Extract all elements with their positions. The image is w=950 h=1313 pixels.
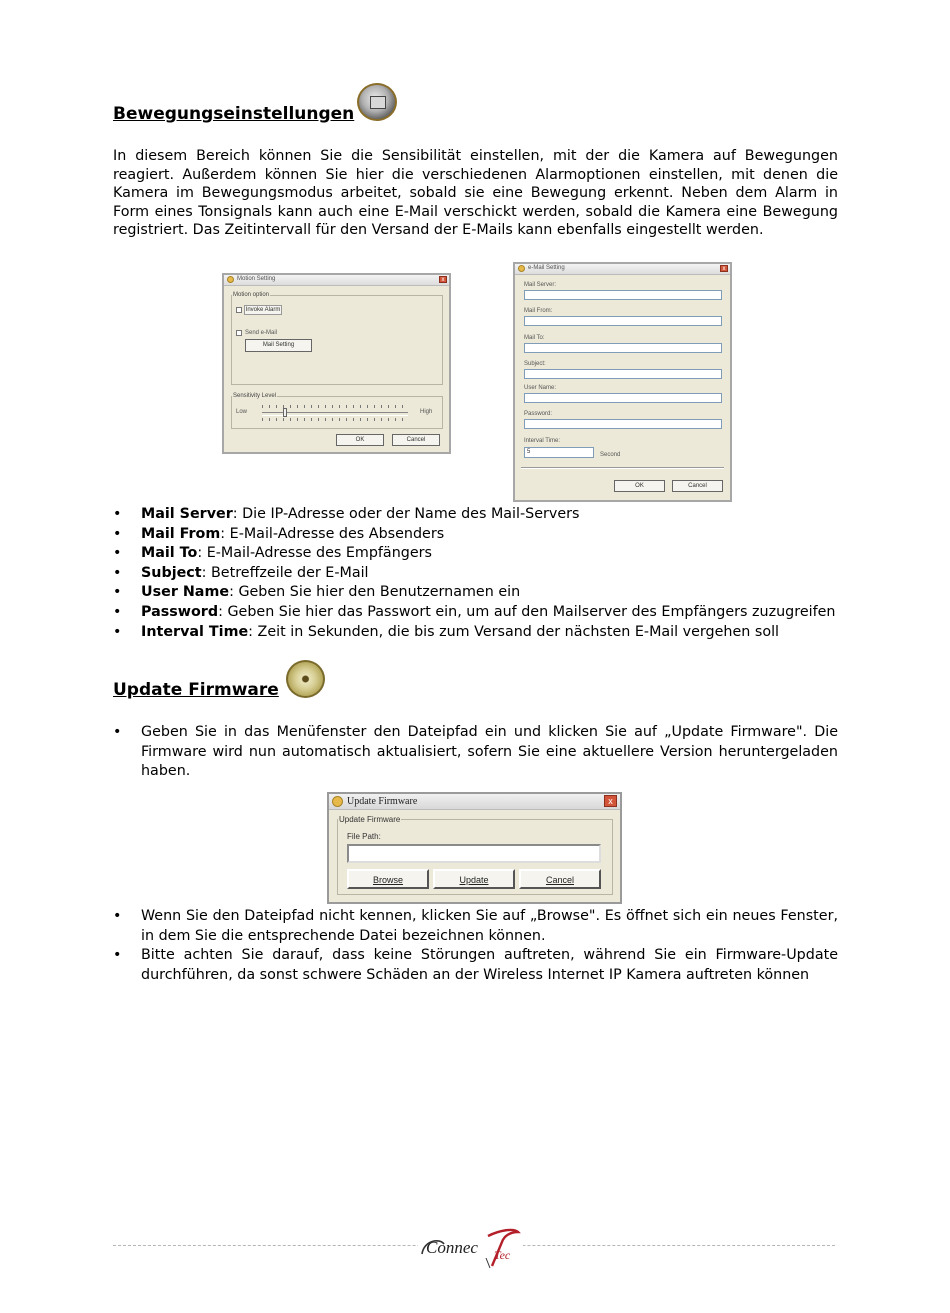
password-field[interactable] xyxy=(524,419,722,429)
dialog-titlebar xyxy=(329,794,620,810)
section-heading-motion: Bewegungseinstellungen xyxy=(113,104,355,124)
sensitivity-slider-thumb[interactable] xyxy=(283,408,287,417)
mail-from-label: Mail From: xyxy=(524,308,553,314)
user-name-field[interactable] xyxy=(524,393,722,403)
update-button[interactable] xyxy=(433,869,515,889)
high-label: High xyxy=(420,409,433,415)
interval-value: 5 xyxy=(527,449,531,455)
firmware-list-2 xyxy=(113,907,838,985)
ok-button[interactable]: OK xyxy=(614,480,665,492)
mail-server-field[interactable] xyxy=(524,290,722,300)
app-icon xyxy=(227,276,234,283)
file-path-label: File Path: xyxy=(347,832,381,841)
logo-text-connec: Connec xyxy=(426,1238,478,1257)
mail-from-field[interactable] xyxy=(524,316,722,326)
mail-setting-button[interactable]: Mail Setting xyxy=(245,339,312,352)
list-item: • Subject: Betreffzeile der E-Mail xyxy=(113,564,853,584)
interval-unit-label: Second xyxy=(600,452,621,458)
update-label: Update xyxy=(459,875,489,885)
list-item: • Mail From: E-Mail-Adresse des Absenders xyxy=(113,525,853,545)
subject-field[interactable] xyxy=(524,369,722,379)
mail-server-label: Mail Server: xyxy=(524,282,557,288)
logo-text-tec: Tec xyxy=(494,1248,511,1262)
low-label: Low xyxy=(236,409,248,415)
sensitivity-group xyxy=(231,393,443,429)
browse-label: Browse xyxy=(372,875,403,885)
email-setting-dialog xyxy=(513,262,732,502)
send-email-checkbox[interactable] xyxy=(236,330,242,336)
cancel-button[interactable]: Cancel xyxy=(392,434,440,446)
list-item: • Password: Geben Sie hier das Passwort ein, um auf den Mailserver des Empfängers zuzugreifen xyxy=(113,603,853,623)
file-path-input[interactable] xyxy=(347,844,601,863)
motion-description: In diesem Bereich können Sie die Sensibilität einstellen, mit der die Kamera auf Bewegungen reagiert. Außerdem können Sie hier die verschiedenen Alarmoptionen einstellen, mit denen die Kamera im Bewegungsmodus arbeitet, sobald sie eine Bewegung erkennt. Neben dem Alarm in Form eines Tonsignals kann auch eine E-Mail verschickt werden, sobald die Kamera eine Bewegung registriert. Das Zeitintervall für den Versand der E-Mails kann ebenfalls eingestellt werden. xyxy=(113,148,838,239)
divider xyxy=(521,467,724,469)
user-name-label: User Name: xyxy=(524,385,557,391)
list-item: • Mail To: E-Mail-Adresse des Empfängers xyxy=(113,544,853,564)
list-item: • Bitte achten Sie darauf, dass keine Störungen auftreten, während Sie ein Firmware-Update durchführen, da sonst schwere Schäden an der Wireless Internet IP Kamera auftreten können xyxy=(113,946,838,985)
list-item: • Wenn Sie den Dateipfad nicht kennen, klicken Sie auf „Browse". Es öffnet sich ein neues Fenster, in dem Sie die entsprechende Datei bezeichnen können. xyxy=(113,907,838,946)
firmware-update-icon xyxy=(286,660,325,698)
cancel-button[interactable] xyxy=(519,869,601,889)
list-item: • Interval Time: Zeit in Sekunden, die bis zum Versand der nächsten E-Mail vergehen soll xyxy=(113,623,853,643)
list-item: • Geben Sie in das Menüfenster den Dateipfad ein und klicken Sie auf „Update Firmware". Die Firmware wird nun automatisch aktualisiert, sofern Sie eine aktuellere Version heruntergeladen haben. xyxy=(113,723,838,782)
dialog-title: Motion Setting xyxy=(237,276,276,282)
app-icon xyxy=(332,796,343,807)
close-button[interactable]: x xyxy=(720,265,728,272)
dialog-titlebar xyxy=(224,275,449,286)
browse-button[interactable] xyxy=(347,869,429,889)
interval-time-label: Interval Time: xyxy=(524,438,561,444)
list-item: • Mail Server: Die IP-Adresse oder der Name des Mail-Servers xyxy=(113,505,853,525)
group-label: Sensitivity Level xyxy=(233,393,277,399)
mail-to-field[interactable] xyxy=(524,343,722,353)
interval-time-field[interactable] xyxy=(524,447,594,458)
firmware-list-1 xyxy=(113,723,838,782)
motion-setting-dialog xyxy=(222,273,451,454)
invoke-alarm-checkbox[interactable] xyxy=(236,307,242,313)
send-email-label: Send e-Mail xyxy=(245,330,278,336)
update-firmware-dialog xyxy=(327,792,622,904)
invoke-alarm-label[interactable]: Invoke Alarm xyxy=(245,307,281,313)
group-label: Update Firmware xyxy=(339,815,401,824)
dialog-title: Update Firmware xyxy=(347,796,418,807)
close-button[interactable]: x xyxy=(604,795,617,807)
ok-button[interactable]: OK xyxy=(336,434,384,446)
section-heading-firmware: Update Firmware xyxy=(113,680,279,700)
group-label: Motion option xyxy=(233,292,270,298)
close-button[interactable]: x xyxy=(439,276,447,283)
app-icon xyxy=(518,265,525,272)
password-label: Password: xyxy=(524,411,553,417)
cancel-button[interactable]: Cancel xyxy=(672,480,723,492)
dialog-title: e-Mail Setting xyxy=(528,265,565,271)
dialog-titlebar xyxy=(515,264,730,275)
mail-field-list xyxy=(113,505,853,642)
subject-label: Subject: xyxy=(524,361,546,367)
mail-to-label: Mail To: xyxy=(524,335,545,341)
slider-ticks-bottom xyxy=(262,418,408,421)
company-logo xyxy=(418,1228,523,1272)
list-item: • User Name: Geben Sie hier den Benutzernamen ein xyxy=(113,583,853,603)
motion-camera-icon xyxy=(357,83,397,121)
cancel-label: Cancel xyxy=(545,875,574,885)
